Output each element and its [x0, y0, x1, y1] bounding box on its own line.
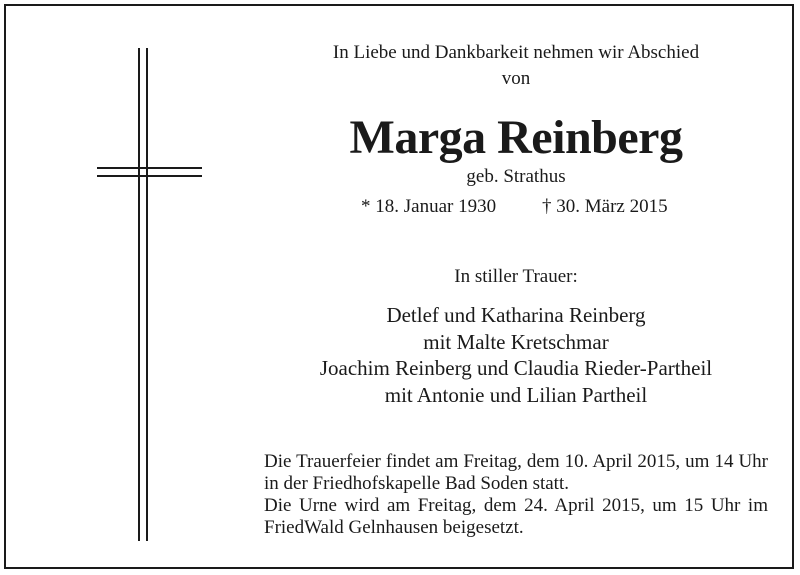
birth-date: * 18. Januar 1930 [361, 196, 497, 217]
intro-line-1: In Liebe und Dankbarkeit nehmen wir Abschied [332, 42, 700, 63]
family-line: Detlef und Katharina Reinberg [386, 303, 646, 327]
urn-notice: Die Urne wird am Freitag, dem 24. April 2015, um 15 Uhr im FriedWald Gelnhausen beigesetzt. [264, 495, 768, 538]
family-list [261, 302, 771, 408]
cross-icon-bar [97, 167, 202, 169]
mourning-heading: In stiller Trauer: [454, 266, 578, 287]
cross-icon [138, 48, 140, 541]
maiden-name: geb. Strathus [466, 166, 566, 187]
obituary-frame [4, 4, 794, 569]
cross-icon-bar-2 [97, 175, 202, 177]
intro-line-2: von [501, 68, 531, 89]
family-line: mit Malte Kretschmar [423, 329, 609, 354]
deceased-name: Marga Reinberg [349, 111, 683, 164]
intro-text [261, 40, 771, 92]
funeral-notice: Die Trauerfeier findet am Freitag, dem 10. April 2015, um 14 Uhr in der Friedhofskapelle Bad Soden statt. [264, 451, 768, 494]
family-line: mit Antonie und Lilian Partheil [384, 382, 648, 407]
ceremony-notice [264, 451, 768, 539]
death-date: † 30. März 2015 [542, 196, 668, 217]
family-line: Joachim Reinberg und Claudia Rieder-Partheil [319, 356, 713, 380]
cross-icon-stroke [146, 48, 148, 541]
